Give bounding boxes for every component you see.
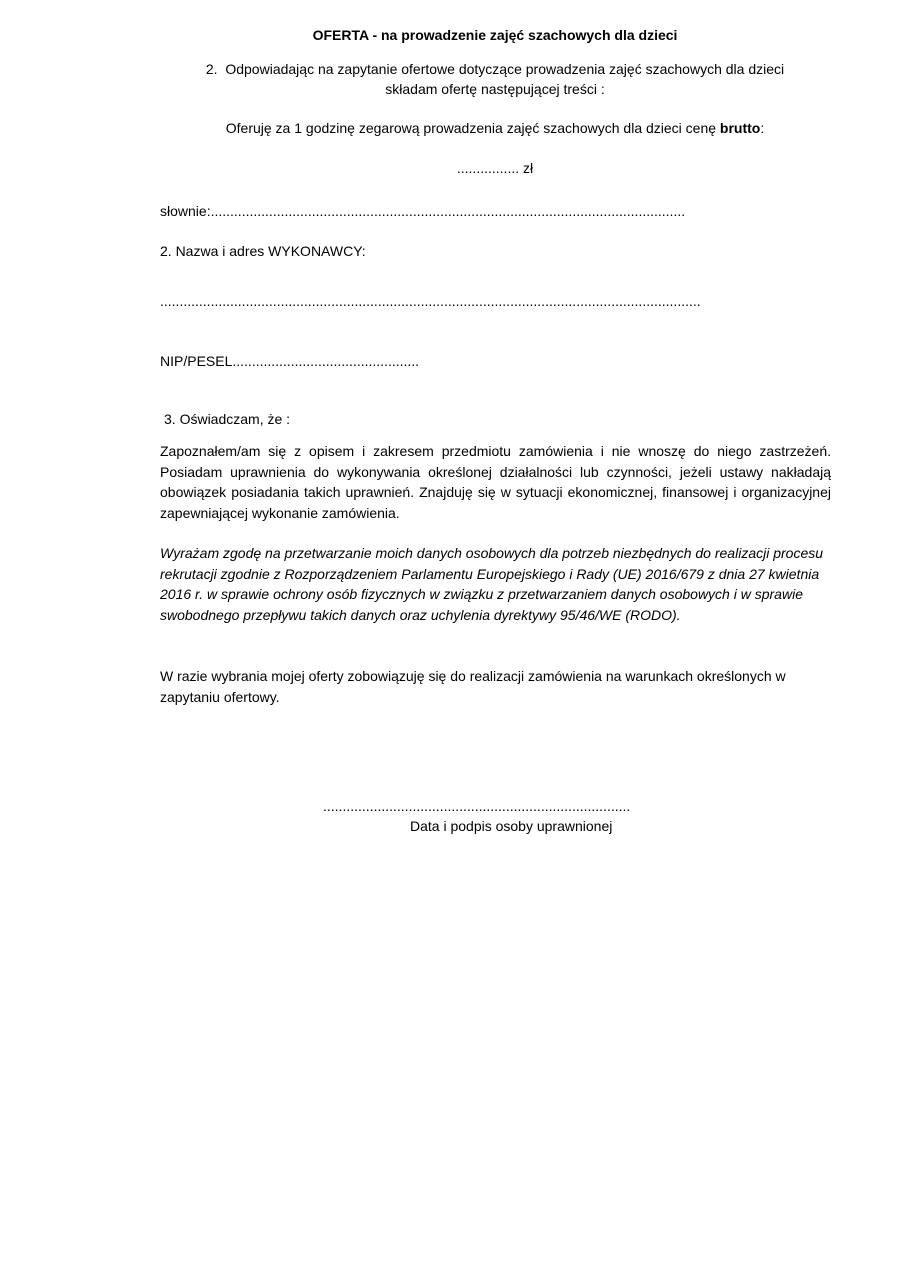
declaration-paragraph-1: Zapoznałem/am się z opisem i zakresem przedmiotu zamówienia i nie wnoszę do niego zastrzeżeń. Posiadam uprawnienia do wykonywania określonej działalności lub czynności, jeżeli ustawy nakładają obowiązek posiadania takich uprawnień. Znajduję się w sytuacji ekonomicznej, finansowej i organizacyjnej zapewniającej wykonanie zamówienia. [160, 443, 831, 521]
price-offer-suffix: : [760, 120, 765, 136]
section2-intro [160, 59, 830, 99]
contractor-address-line: ........................................................................................................................................... [160, 293, 701, 309]
price-offer-bold: brutto [719, 120, 761, 136]
contractor-heading: 2. Nazwa i adres WYKONAWCY: [160, 243, 366, 259]
nip-pesel-field: NIP/PESEL................................................ [160, 353, 420, 369]
price-offer-main: Oferuję za 1 godzinę zegarową prowadzenia zajęć szachowych dla dzieci cenę [225, 120, 717, 136]
section2-line2: składam ofertę następującej treści : [385, 81, 605, 97]
document-title: OFERTA - na prowadzenie zajęć szachowych dla dzieci [312, 27, 678, 43]
declaration-heading: 3. Oświadczam, że : [164, 411, 291, 427]
signature-line: ............................................................................... [323, 798, 631, 814]
signature-label: Data i podpis osoby uprawnionej [410, 818, 613, 834]
section2-line1: Odpowiadając na zapytanie ofertowe dotyczące prowadzenia zajęć szachowych dla dzieci [225, 61, 785, 77]
section2-number: 2. [205, 61, 218, 77]
rodo-consent-paragraph: Wyrażam zgodę na przetwarzanie moich danych osobowych dla potrzeb niezbędnych do realizacji procesu rekrutacji zgodnie z Rozporządzeniem Parlamentu Europejskiego i Rady (UE) 2016/679 z dnia 27 kwietnia 2016 r. w sprawie ochrony osób fizycznych w związku z przetwarzaniem danych osobowych i w sprawie swobodnego przepływu takich danych oraz uchylenia dyrektywy 95/46/WE (RODO). [160, 545, 824, 623]
price-offer-text [160, 120, 830, 136]
slownie-field: słownie:.......................................................................................................................... [160, 203, 686, 219]
price-field: ................ zł [456, 160, 534, 176]
commitment-paragraph: W razie wybrania mojej oferty zobowiązuję się do realizacji zamówienia na warunkach określonych w zapytaniu ofertowy. [160, 668, 786, 705]
